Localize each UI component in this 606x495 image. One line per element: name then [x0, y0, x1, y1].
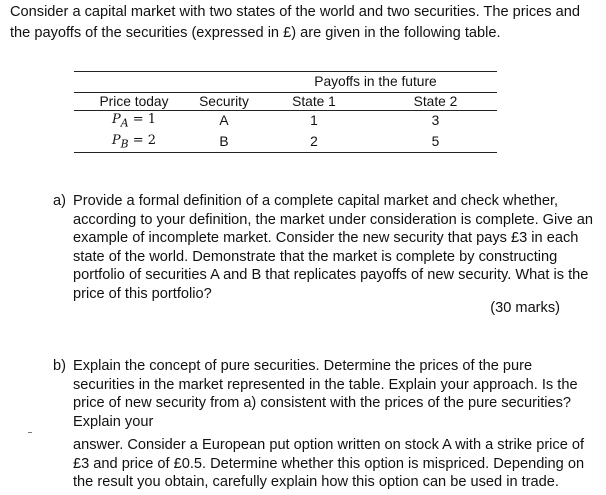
question-b-label: b) [53, 358, 66, 374]
question-a-marks: (30 marks) [490, 300, 560, 316]
state2-cell: 3 [431, 113, 440, 129]
question-b-text: Explain the concept of pure securities. Determine the prices of the pure securities in the market represented in the table. Explain your approach. Is the price of new security from a) consistent with the prices of the pure securities? Explain your [73, 358, 578, 430]
security-cell: A [219, 113, 229, 129]
state1-cell: 1 [310, 113, 318, 129]
payoffs-table [74, 71, 497, 153]
price-formula: $P_B = 2$ [111, 132, 157, 151]
column-header-security: Security [194, 93, 254, 111]
table-header-spacer [74, 72, 254, 93]
question-a-text: Provide a formal definition of a complete capital market and check whether, according to your definition, the market under consideration is complete. Give an example of incomplete market. Consider the new security that pays £3 in each state of the world. Demonstrate that the market is complete by constructing portfolio of securities A and B that replicates payoffs of new security. What is the price of this portfolio? [73, 193, 593, 302]
column-header-state1: State 1 [254, 93, 374, 111]
table-row [74, 111, 497, 132]
table-group-header-row [74, 72, 497, 93]
state2-cell: 5 [374, 132, 497, 153]
state1-cell: 2 [254, 132, 374, 153]
price-cell [74, 132, 194, 153]
table-column-header-row [74, 93, 497, 111]
question-a [53, 192, 593, 304]
question-b-continuation: answer. Consider a European put option written on stock A with a strike price of £3 and price of £0.5. Determine whether this option is mispriced. Depending on the result you obtain, carefully explain how this option can be used in trade. [73, 437, 585, 491]
price-cell [74, 111, 194, 132]
price-formula: $P_A = 1$ [111, 112, 156, 130]
column-header-state2: State 2 [374, 93, 497, 111]
page-break-mark [28, 432, 32, 433]
intro-paragraph: Consider a capital market with two states of the world and two securities. The prices and the payoffs of the securities (expressed in £) are given in the following table. [10, 4, 580, 41]
column-header-price: Price today [74, 93, 194, 111]
question-a-label: a) [53, 193, 66, 209]
table-row [74, 132, 497, 153]
payoffs-group-header: Payoffs in the future [254, 72, 497, 93]
security-cell: B [194, 132, 254, 153]
question-b [53, 357, 593, 431]
